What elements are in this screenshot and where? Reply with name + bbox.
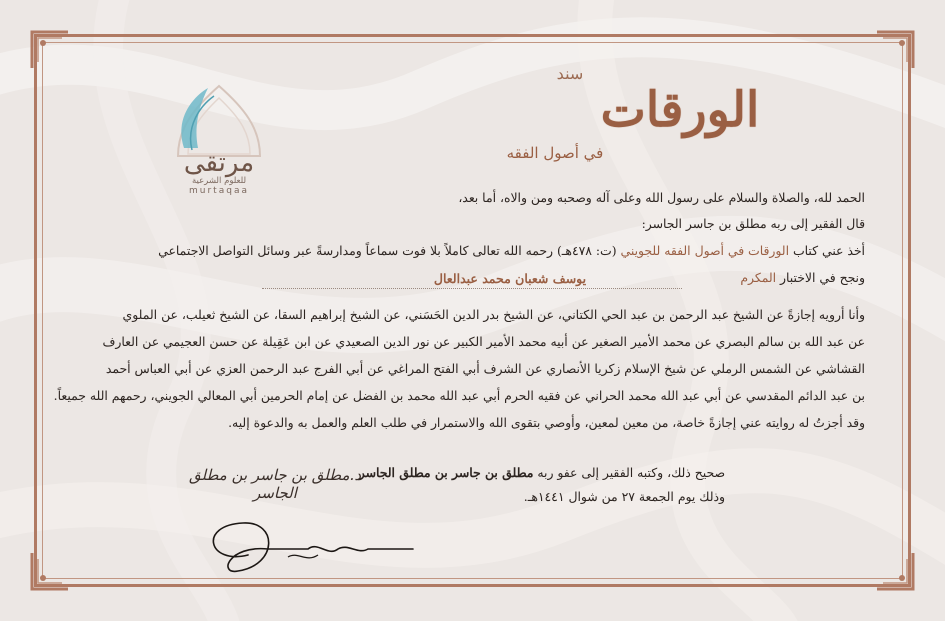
corner-ornament-icon	[28, 28, 72, 72]
certificate-title: الورقات	[600, 82, 760, 138]
exam-line	[740, 270, 865, 285]
author-intro-line: قال الفقير إلى ربه مطلق بن جاسر الجاسر:	[641, 216, 865, 231]
certificate-subtitle: في أصول الفقه	[506, 144, 604, 162]
handwritten-signature	[188, 505, 428, 585]
title-sanad: سند	[556, 64, 584, 83]
date-line: وذلك يوم الجمعة ٢٧ من شوال ١٤٤١هـ.	[523, 489, 725, 504]
closing-before: صحيح ذلك، وكتبه الفقير إلى عفو ربه	[533, 465, 725, 480]
book-line-after: (ت: ٤٧٨هـ) رحمه الله تعالى كاملاً بلا فوت سماعاً ومدارسةً عبر وسائل التواصل الاجتماعي	[158, 243, 621, 258]
honorific: المكرم	[740, 270, 777, 285]
corner-ornament-icon	[873, 28, 917, 72]
exam-line-before: ونجح في الاختبار	[776, 270, 865, 285]
corner-ornament-icon	[873, 549, 917, 593]
chain-line: عن عبد الله بن سالم البصري عن محمد الأمير الصغير عن أبيه محمد الأمير الكبير عن نور الدين الصعيدي عن ابن عَقِيلة عن حسن العجيمي عن العارف	[102, 334, 865, 349]
student-name-underline	[262, 288, 682, 290]
closing-line	[359, 465, 725, 480]
book-line	[158, 243, 865, 258]
corner-ornament-icon	[28, 549, 72, 593]
signature-stamp: د.مطلق بن جاسر بن مطلق الجاسر	[188, 466, 362, 502]
opening-line: الحمد لله، والصلاة والسلام على رسول الله وعلى آله وصحبه ومن والاه، أما بعد،	[458, 190, 865, 205]
chain-line: بن عبد الدائم المقدسي عن أبي عبد الله محمد الحراني عن فقيه الحرم أبي عبد الله محمد بن الفضل عن إمام الحرمين أبي المعالي الجويني، رحمهم الله جميعاً.	[53, 388, 865, 403]
book-line-before: أخذ عني كتاب	[789, 243, 865, 258]
book-title: الورقات في أصول الفقه للجويني	[620, 243, 790, 258]
logo-arabic-name: مرتقى	[183, 148, 255, 178]
chain-line: القشاشي عن الشمس الرملي عن شيخ الإسلام زكريا الأنصاري عن الشرف أبي الفتح المراغي عن أبي الفرج عبد الرحمن العزي عن أبي العباس أحمد	[105, 361, 865, 376]
logo-english-name: murtaqaa	[189, 186, 249, 196]
student-name: يوسف شعبان محمد عبدالعال	[433, 271, 587, 286]
logo-subtitle: للعلوم الشرعية	[191, 176, 247, 186]
chain-line: وقد أجزتُ له روايته عني إجازةً خاصة، من معين لمعين، وأوصي بتقوى الله والاستمرار في طلب العلم والعمل به والدعوة إليه.	[228, 415, 865, 430]
author-name: مطلق بن جاسر بن مطلق الجاسر	[358, 465, 534, 480]
chain-line: وأنا أرويه إجازةً عن الشيخ عبد الرحمن بن عبد الحي الكتاني، عن الشيخ بدر الدين الحَسَني، عن الشيخ إبراهيم السقا، عن الشيخ ثعيلب، عن الملوي	[122, 307, 865, 322]
